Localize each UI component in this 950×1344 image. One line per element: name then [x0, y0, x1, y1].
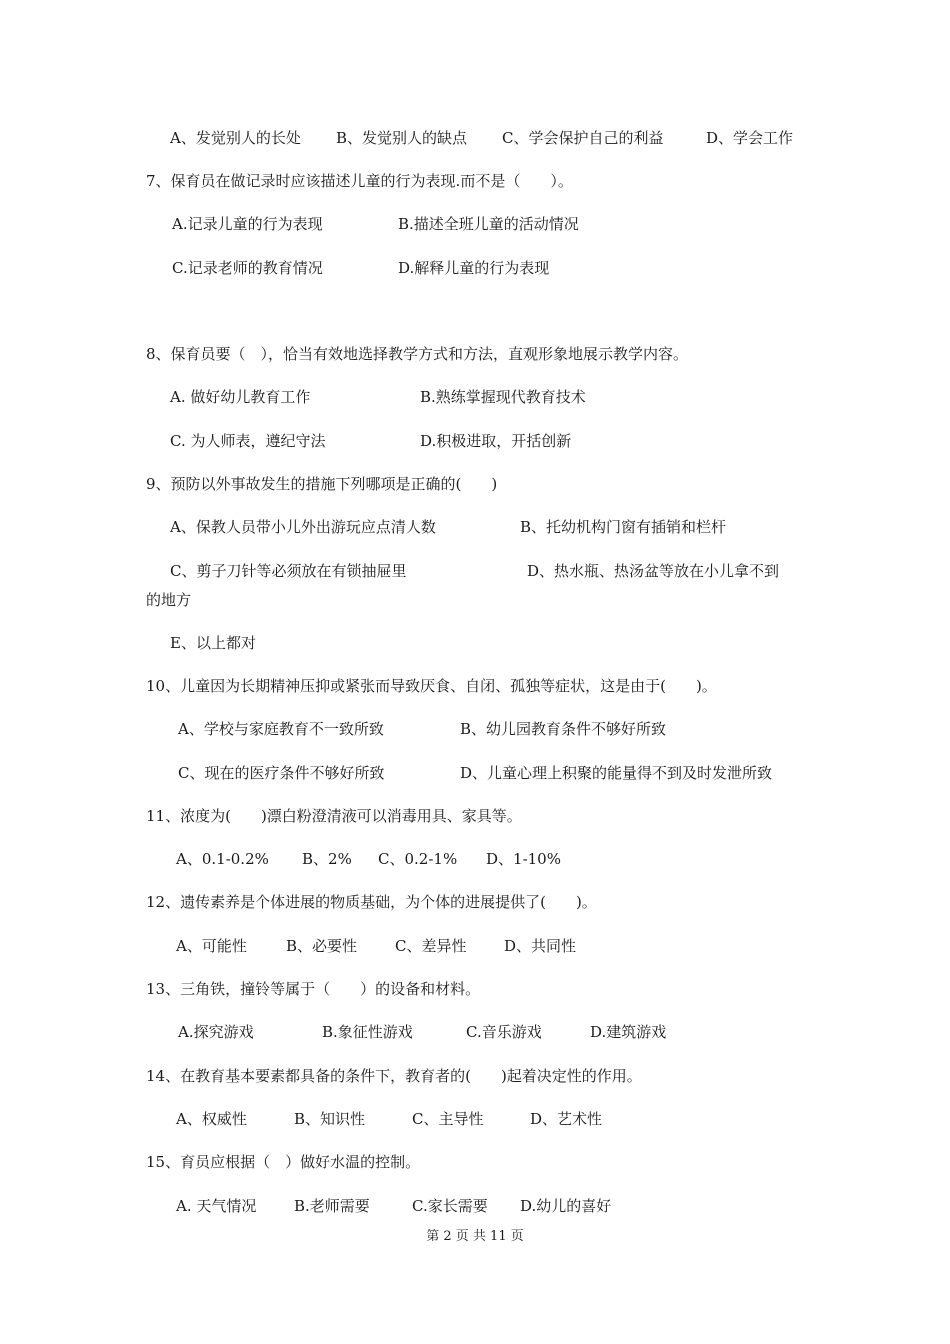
q12-option-b: B、必要性: [286, 937, 358, 955]
q12-option-c: C、差异性: [395, 937, 467, 955]
q7-option-c: C.记录老师的教育情况: [172, 259, 323, 277]
q12-option-a: A、可能性: [176, 937, 247, 955]
q14-option-d: D、艺术性: [530, 1110, 603, 1128]
q7-option-b: B.描述全班儿童的活动情况: [398, 215, 579, 233]
q14-option-c: C、主导性: [412, 1110, 484, 1128]
q9-option-d: D、热水瓶、热汤盆等放在小儿拿不到: [527, 562, 780, 580]
q15-option-a: A. 天气情况: [176, 1197, 257, 1215]
q10-option-d: D、儿童心理上积聚的能量得不到及时发泄所致: [460, 764, 773, 782]
q11-stem: 11、浓度为( )漂白粉澄清液可以消毒用具、家具等。: [146, 807, 522, 825]
q6-option-d: D、学会工作: [706, 129, 794, 147]
q10-stem: 10、儿童因为长期精神压抑或紧张而导致厌食、自闭、孤独等症状，这是由于( )。: [146, 677, 717, 695]
q6-option-a: A、发觉别人的长处: [170, 129, 301, 147]
q7-option-d: D.解释儿童的行为表现: [398, 259, 550, 277]
q14-option-a: A、权威性: [176, 1110, 247, 1128]
q9-option-c: C、剪子刀针等必须放在有锁抽屉里: [170, 562, 407, 580]
q10-option-a: A、学校与家庭教育不一致所致: [178, 720, 384, 738]
q9-stem: 9、预防以外事故发生的措施下列哪项是正确的( ): [146, 475, 498, 493]
q10-option-c: C、现在的医疗条件不够好所致: [178, 764, 385, 782]
q9-option-b: B、托幼机构门窗有插销和栏杆: [520, 518, 727, 536]
q15-stem: 15、育员应根据（ ）做好水温的控制。: [146, 1153, 421, 1171]
q7-option-a: A.记录儿童的行为表现: [172, 215, 323, 233]
q6-option-c: C、学会保护自己的利益: [502, 129, 664, 147]
q8-option-c: C. 为人师表，遵纪守法: [170, 432, 326, 450]
q8-option-b: B.熟练掌握现代教育技术: [420, 388, 586, 406]
q9-option-e: E、以上都对: [170, 634, 256, 652]
q15-option-c: C.家长需要: [412, 1197, 488, 1215]
q12-stem: 12、遗传素养是个体进展的物质基础，为个体的进展提供了( )。: [146, 893, 597, 911]
q8-option-a: A. 做好幼儿教育工作: [170, 388, 311, 406]
q8-stem: 8、保育员要（ ），恰当有效地选择教学方式和方法，直观形象地展示教学内容。: [146, 345, 689, 363]
q13-option-d: D.建筑游戏: [590, 1023, 667, 1041]
q13-stem: 13、三角铁，撞铃等属于（ ）的设备和材料。: [146, 980, 481, 998]
q15-option-d: D.幼儿的喜好: [520, 1197, 612, 1215]
q11-option-d: D、1-10%: [486, 850, 561, 868]
q9-option-d-continuation: 的地方: [146, 591, 192, 609]
page-footer: 第 2 页 共 11 页: [426, 1229, 524, 1244]
q11-option-a: A、0.1-0.2%: [176, 850, 269, 868]
q13-option-b: B.象征性游戏: [322, 1023, 413, 1041]
q11-option-c: C、0.2-1%: [378, 850, 458, 868]
q13-option-c: C.音乐游戏: [466, 1023, 542, 1041]
q9-option-a: A、保教人员带小儿外出游玩应点清人数: [170, 518, 436, 536]
q11-option-b: B、2%: [302, 850, 352, 868]
q14-option-b: B、知识性: [294, 1110, 366, 1128]
q7-stem: 7、保育员在做记录时应该描述儿童的行为表现.而不是（ ）。: [146, 172, 573, 190]
q15-option-b: B.老师需要: [294, 1197, 370, 1215]
q13-option-a: A.探究游戏: [178, 1023, 254, 1041]
q12-option-d: D、共同性: [504, 937, 577, 955]
q8-option-d: D.积极进取，开括创新: [420, 432, 572, 450]
q6-option-b: B、发觉别人的缺点: [336, 129, 468, 147]
q14-stem: 14、在教育基本要素都具备的条件下，教育者的( )起着决定性的作用。: [146, 1067, 642, 1085]
q10-option-b: B、幼儿园教育条件不够好所致: [460, 720, 667, 738]
